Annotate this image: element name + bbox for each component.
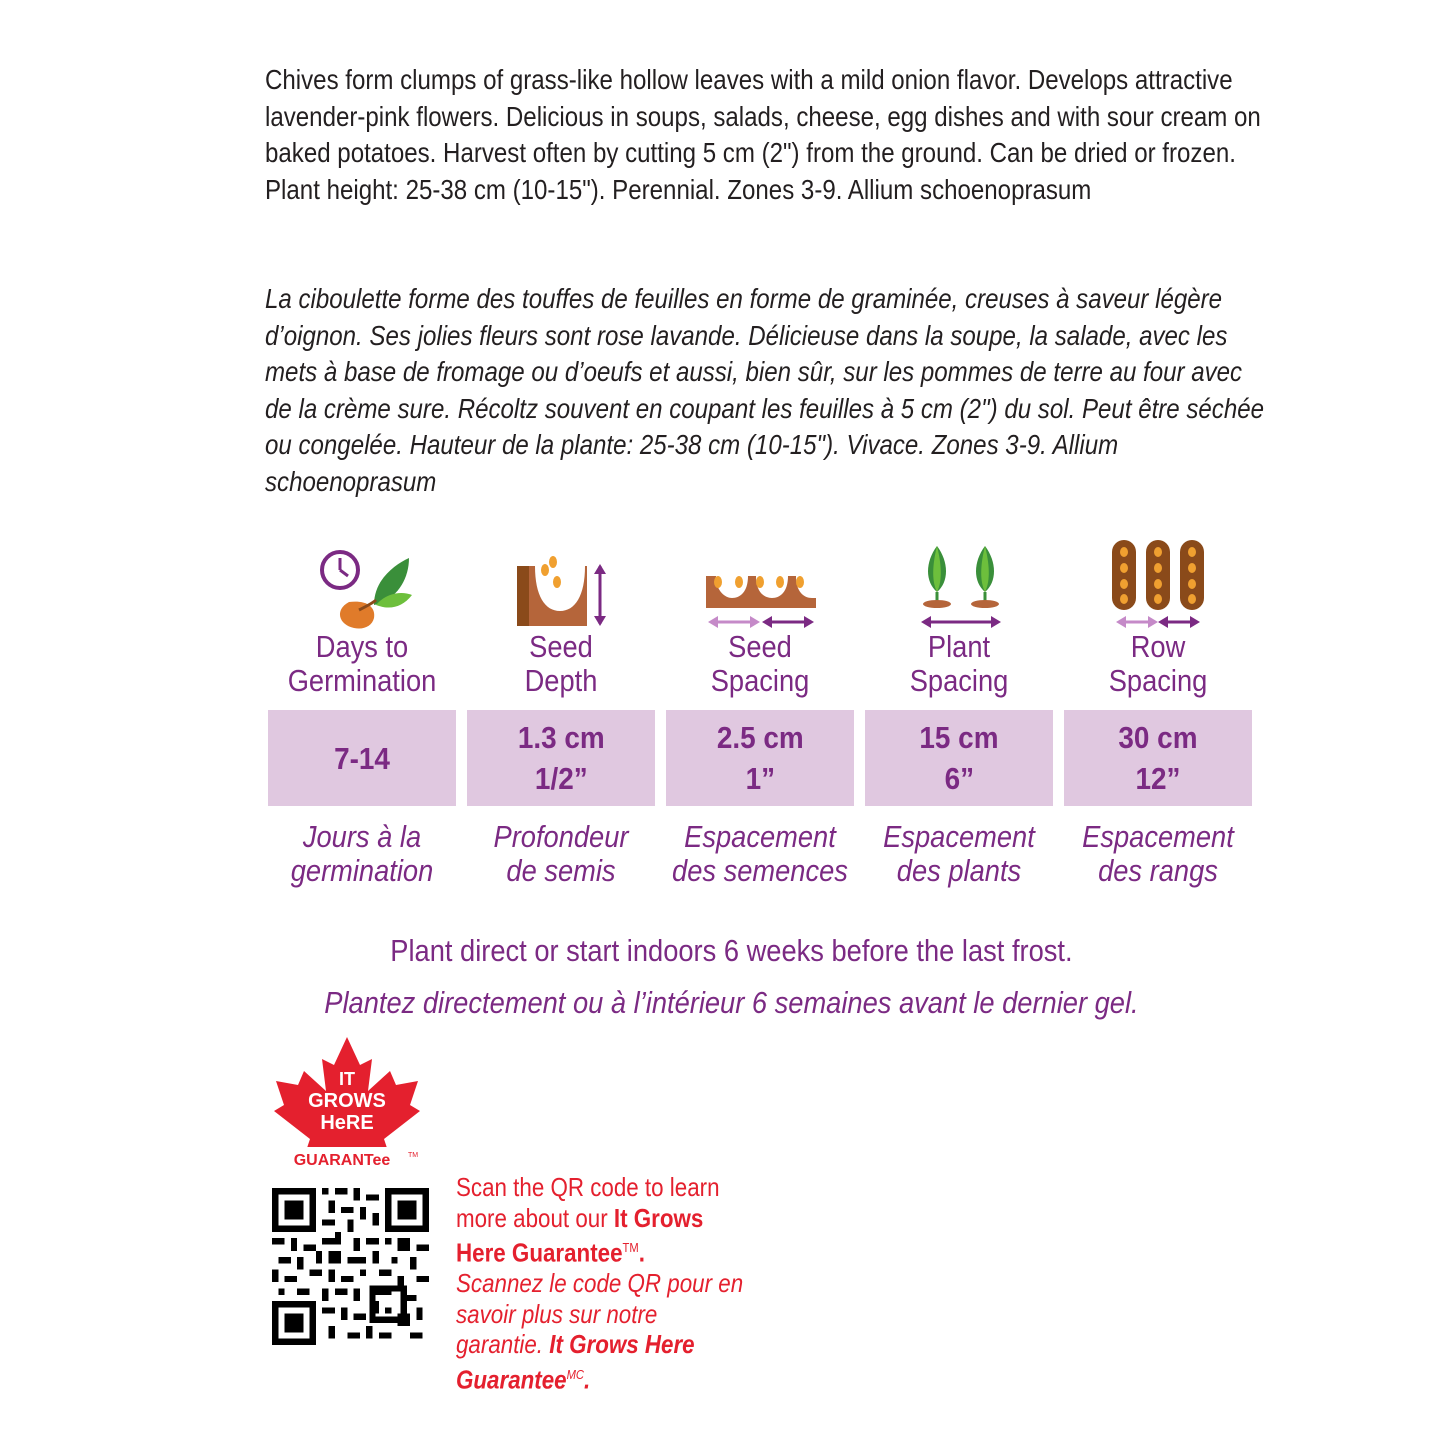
description-french: La ciboulette forme des touffes de feuilles en forme de graminée, creuses à saveur légère d’oignon. Ses jolies fleurs sont rose lavande. Délicieuse dans la soupe, la salade, avec les mets à base de fromage ou d’oeufs et aussi, bien sûr, sur les pommes de terre au four avec de la crème sure. Récoltz souvent en coupant les feuilles à 5 cm (2") du sol. Peut être séchée ou congelée. Hauteur de la plante: 25-38 cm (10-15"). Vivace. Zones 3-9. Allium schoenoprasum — [265, 283, 1265, 497]
label-espacement-rangs: Espacement des rangs — [1082, 819, 1234, 888]
label-seed-spacing: Seed Spacing — [710, 629, 810, 698]
badge-line-4: GUARANTee — [293, 1152, 391, 1169]
seed-spacing-icon — [666, 536, 854, 631]
qr-caption-en-lead: Scan the QR code to learn more about our — [456, 1172, 720, 1233]
it-grows-here-guarantee-logo — [272, 1035, 422, 1175]
badge-line-2: GROWS — [308, 1090, 386, 1112]
row-spacing-icon — [1064, 536, 1252, 631]
info-column-plant-spacing — [865, 536, 1053, 896]
label-plant-spacing: Plant Spacing — [909, 629, 1009, 698]
qr-caption-fr-lead: Scannez le code QR pour en savoir plus sur notre garantie. — [456, 1268, 744, 1360]
value-line-1: 2.5 cm — [716, 720, 804, 755]
badge-line-1: IT — [339, 1069, 355, 1089]
value-line-1: 15 cm — [919, 720, 999, 755]
value-line-2: 1” — [745, 761, 775, 796]
label-days-to-germination: Days to Germination — [287, 629, 437, 698]
value-line-1: 1.3 cm — [517, 720, 605, 755]
value-line-2: 6” — [944, 761, 974, 796]
info-column-row-spacing — [1064, 536, 1252, 896]
info-column-germination — [268, 536, 456, 896]
label-espacement-plants: Espacement des plants — [883, 819, 1035, 888]
label-seed-depth: Seed Depth — [524, 629, 598, 698]
badge-tm: TM — [408, 1152, 419, 1159]
value-line-1: 30 cm — [1118, 720, 1198, 755]
value-line-2: 1/2” — [534, 761, 588, 796]
planting-instruction-french: Plantez directement ou à l’intérieur 6 semaines avant le dernier gel. — [324, 985, 1139, 1020]
value-seed-spacing — [666, 710, 854, 806]
label-profondeur-semis: Profondeur de semis — [493, 819, 629, 888]
seed-depth-icon — [467, 536, 655, 631]
value-plant-spacing — [865, 710, 1053, 806]
plant-spacing-icon — [865, 536, 1053, 631]
label-jours-germination: Jours à la germination — [290, 819, 434, 888]
qr-caption-fr-end: . — [583, 1364, 591, 1395]
badge-line-3: HeRE — [320, 1112, 374, 1134]
clock-sprout-icon — [268, 536, 456, 631]
value-days-to-germination — [268, 710, 456, 806]
qr-code-caption — [456, 1172, 748, 1395]
description-english: Chives form clumps of grass-like hollow leaves with a mild onion flavor. Develops attractive lavender-pink flowers. Delicious in soups, salads, cheese, egg dishes and with sour cream on baked potatoes. Harvest often by cutting 5 cm (2") from the ground. Can be dried or frozen. Plant height: 25-38 cm (10-15"). Perennial. Zones 3-9. Allium schoenoprasum — [265, 64, 1261, 205]
label-row-spacing: Row Spacing — [1108, 629, 1208, 698]
qr-caption-en-tm: TM — [622, 1240, 639, 1255]
qr-caption-en-brand: It Grows Here Guarantee — [456, 1202, 704, 1268]
qr-code[interactable] — [272, 1188, 429, 1345]
label-espacement-semences: Espacement des semences — [672, 819, 848, 888]
info-column-seed-depth — [467, 536, 655, 896]
qr-caption-fr-brand: It Grows Here Guarantee — [456, 1329, 695, 1395]
qr-caption-en-end: . — [638, 1237, 645, 1268]
value-row-spacing — [1064, 710, 1252, 806]
info-column-seed-spacing — [666, 536, 854, 896]
value-line-2: 12” — [1135, 761, 1181, 796]
planting-instruction-english: Plant direct or start indoors 6 weeks before the last frost. — [390, 933, 1073, 968]
qr-caption-fr-tm: MC — [566, 1366, 584, 1382]
value-line-1: 7-14 — [334, 740, 390, 776]
value-seed-depth — [467, 710, 655, 806]
